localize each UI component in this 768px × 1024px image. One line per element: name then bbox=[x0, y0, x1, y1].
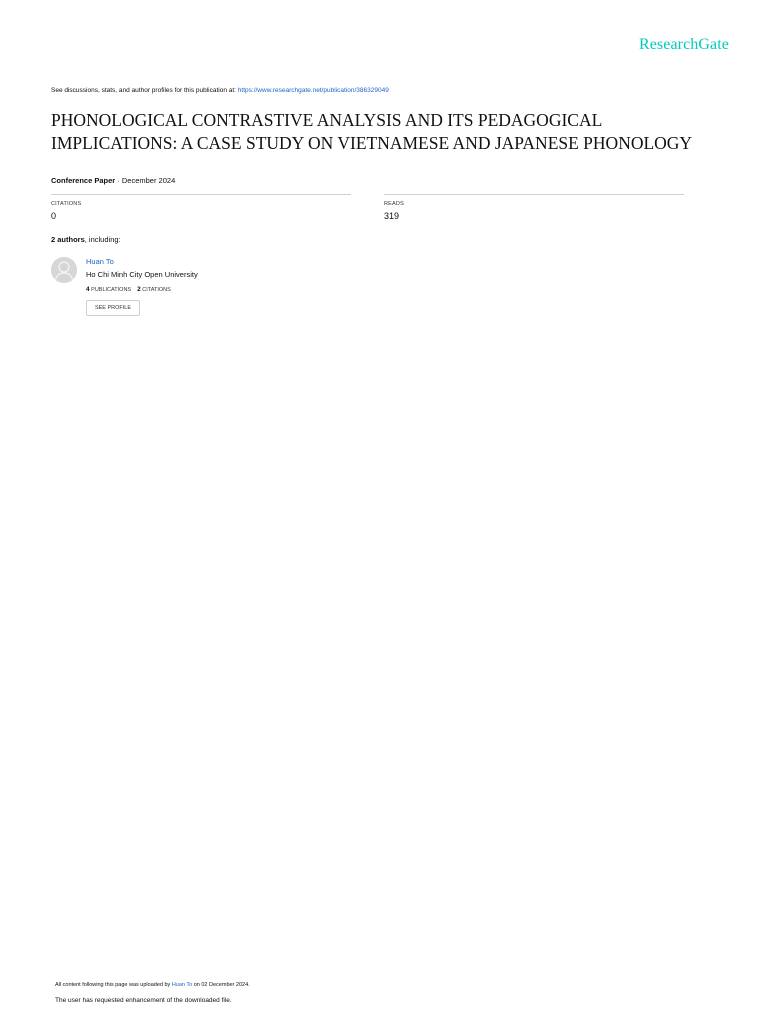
enhancement-note: The user has requested enhancement of the downloaded file. bbox=[55, 997, 232, 1004]
upload-notice bbox=[55, 982, 250, 988]
author-publications-label: PUBLICATIONS bbox=[91, 287, 132, 293]
paper-meta bbox=[51, 176, 175, 185]
author-citations-count: 2 bbox=[137, 286, 141, 293]
author-affiliation: Ho Chi Minh City Open University bbox=[86, 270, 198, 279]
author-citations-label: CITATIONS bbox=[142, 287, 171, 293]
citations-value: 0 bbox=[51, 211, 57, 221]
upload-prefix: All content following this page was uploaded by bbox=[55, 982, 172, 988]
author-publications-count: 4 bbox=[86, 286, 90, 293]
reads-divider bbox=[384, 194, 684, 195]
author-stats bbox=[86, 286, 171, 293]
user-silhouette-icon[interactable] bbox=[51, 257, 77, 283]
paper-type: Conference Paper bbox=[51, 176, 116, 185]
discussion-text: See discussions, stats, and author profiles for this publication at: bbox=[51, 87, 238, 94]
discussion-notice bbox=[51, 87, 389, 94]
authors-count: 2 authors bbox=[51, 235, 85, 244]
upload-suffix: on 02 December 2024. bbox=[192, 982, 250, 988]
authors-suffix: , including: bbox=[84, 235, 121, 244]
author-name-link[interactable]: Huan To bbox=[86, 257, 114, 266]
authors-summary bbox=[51, 235, 121, 244]
citations-divider bbox=[51, 194, 351, 195]
uploader-link[interactable]: Huan To bbox=[171, 982, 193, 988]
researchgate-logo[interactable]: ResearchGate bbox=[638, 36, 729, 53]
reads-value: 319 bbox=[384, 211, 400, 221]
reads-label: READS bbox=[384, 201, 404, 207]
meta-separator: · bbox=[115, 176, 122, 185]
citations-label: CITATIONS bbox=[51, 201, 82, 207]
see-profile-button[interactable]: SEE PROFILE bbox=[86, 300, 140, 316]
publication-link[interactable]: https://www.researchgate.net/publication/386329049 bbox=[237, 87, 389, 94]
paper-date: December 2024 bbox=[121, 176, 176, 185]
paper-title: PHONOLOGICAL CONTRASTIVE ANALYSIS AND ITS PEDAGOGICAL IMPLICATIONS: A CASE STUDY ON VIETNAMESE AND JAPANESE PHONOLOGY bbox=[51, 110, 693, 153]
